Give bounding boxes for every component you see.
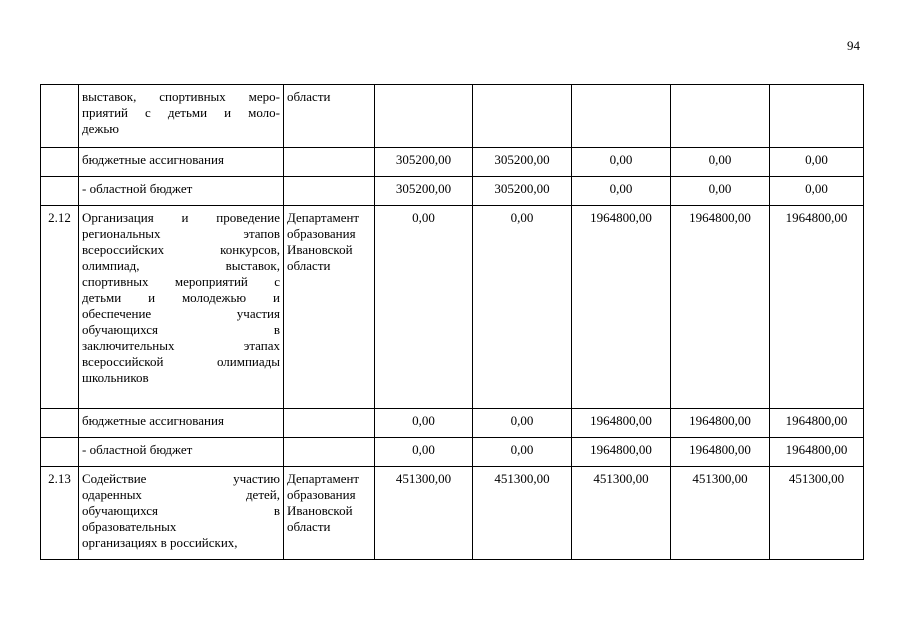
cell-value	[572, 85, 671, 148]
cell-value: 1964800,00	[770, 438, 864, 467]
table-row	[41, 467, 864, 560]
table-row	[41, 438, 864, 467]
cell-name	[79, 467, 284, 560]
cell-executor	[284, 177, 375, 206]
cell-executor	[284, 85, 375, 148]
cell-value	[671, 85, 770, 148]
table-row	[41, 206, 864, 409]
cell-executor	[284, 148, 375, 177]
cell-name-line: - областной бюджет	[82, 442, 193, 457]
cell-number: 2.12	[41, 206, 79, 409]
cell-executor	[284, 467, 375, 560]
table-body	[41, 85, 864, 560]
cell-value: 0,00	[473, 206, 572, 409]
cell-value: 1964800,00	[572, 206, 671, 409]
cell-value: 1964800,00	[770, 206, 864, 409]
cell-value	[770, 85, 864, 148]
page-number: 94	[847, 38, 860, 53]
cell-name-line: образовательных	[82, 519, 177, 534]
cell-executor-line: Ивановской	[287, 242, 353, 257]
cell-value: 305200,00	[473, 148, 572, 177]
cell-name-line: - областной бюджет	[82, 181, 193, 196]
cell-value: 451300,00	[770, 467, 864, 560]
budget-table	[40, 84, 864, 560]
cell-name-line: спортивных мероприятий с	[82, 274, 280, 289]
cell-executor-line: области	[287, 89, 331, 104]
cell-executor-line: Департамент	[287, 210, 360, 225]
cell-value: 1964800,00	[671, 409, 770, 438]
cell-number	[41, 148, 79, 177]
cell-value: 451300,00	[375, 467, 473, 560]
cell-name	[79, 438, 284, 467]
cell-value: 0,00	[375, 206, 473, 409]
table-row	[41, 409, 864, 438]
cell-value: 1964800,00	[671, 206, 770, 409]
cell-name-line: приятий с детьми и моло-	[82, 105, 280, 120]
table-row	[41, 85, 864, 148]
cell-name-line: олимпиад, выставок,	[82, 258, 280, 273]
cell-name-line: всероссийских конкурсов,	[82, 242, 280, 257]
cell-executor	[284, 438, 375, 467]
cell-name	[79, 206, 284, 409]
cell-name-line: обучающихся в	[82, 322, 280, 337]
cell-value: 451300,00	[473, 467, 572, 560]
cell-name-line: Содействие участию	[82, 471, 280, 486]
cell-name-line: школьников	[82, 370, 149, 385]
cell-value: 451300,00	[572, 467, 671, 560]
cell-name-line: одаренных детей,	[82, 487, 280, 502]
cell-name	[79, 409, 284, 438]
cell-value: 1964800,00	[770, 409, 864, 438]
cell-name	[79, 177, 284, 206]
cell-value: 1964800,00	[572, 438, 671, 467]
cell-value: 451300,00	[671, 467, 770, 560]
table-row	[41, 148, 864, 177]
cell-name-line: организациях в российских,	[82, 535, 238, 550]
cell-executor-line: Департамент	[287, 471, 360, 486]
cell-value: 0,00	[572, 177, 671, 206]
cell-value: 0,00	[375, 409, 473, 438]
cell-name-line: обеспечение участия	[82, 306, 280, 321]
cell-name-line: бюджетные ассигнования	[82, 413, 224, 428]
cell-number	[41, 409, 79, 438]
cell-executor-line: образования	[287, 487, 356, 502]
cell-value: 305200,00	[473, 177, 572, 206]
cell-value: 1964800,00	[671, 438, 770, 467]
cell-executor-line: области	[287, 258, 331, 273]
cell-name	[79, 85, 284, 148]
cell-executor	[284, 206, 375, 409]
cell-executor	[284, 409, 375, 438]
cell-value	[473, 85, 572, 148]
cell-name-line: выставок, спортивных меро-	[82, 89, 280, 104]
cell-value: 305200,00	[375, 177, 473, 206]
cell-value: 0,00	[770, 148, 864, 177]
cell-number	[41, 438, 79, 467]
cell-value	[375, 85, 473, 148]
cell-value: 0,00	[770, 177, 864, 206]
cell-name-line: обучающихся в	[82, 503, 280, 518]
cell-value: 1964800,00	[572, 409, 671, 438]
cell-number	[41, 177, 79, 206]
cell-value: 0,00	[473, 438, 572, 467]
cell-executor-line: образования	[287, 226, 356, 241]
cell-value: 0,00	[671, 148, 770, 177]
cell-number	[41, 85, 79, 148]
cell-value: 0,00	[671, 177, 770, 206]
cell-value: 0,00	[473, 409, 572, 438]
cell-name-line: всероссийской олимпиады	[82, 354, 280, 369]
cell-name-line: детьми и молодежью и	[82, 290, 280, 305]
table-row	[41, 177, 864, 206]
cell-name-line: Организация и проведение	[82, 210, 280, 225]
cell-name-line: дежью	[82, 121, 120, 136]
cell-executor-line: области	[287, 519, 331, 534]
cell-name-line: бюджетные ассигнования	[82, 152, 224, 167]
cell-number: 2.13	[41, 467, 79, 560]
cell-name-line: региональных этапов	[82, 226, 280, 241]
cell-value: 0,00	[572, 148, 671, 177]
cell-value: 0,00	[375, 438, 473, 467]
cell-name	[79, 148, 284, 177]
cell-name-line: заключительных этапах	[82, 338, 280, 353]
cell-value: 305200,00	[375, 148, 473, 177]
cell-executor-line: Ивановской	[287, 503, 353, 518]
